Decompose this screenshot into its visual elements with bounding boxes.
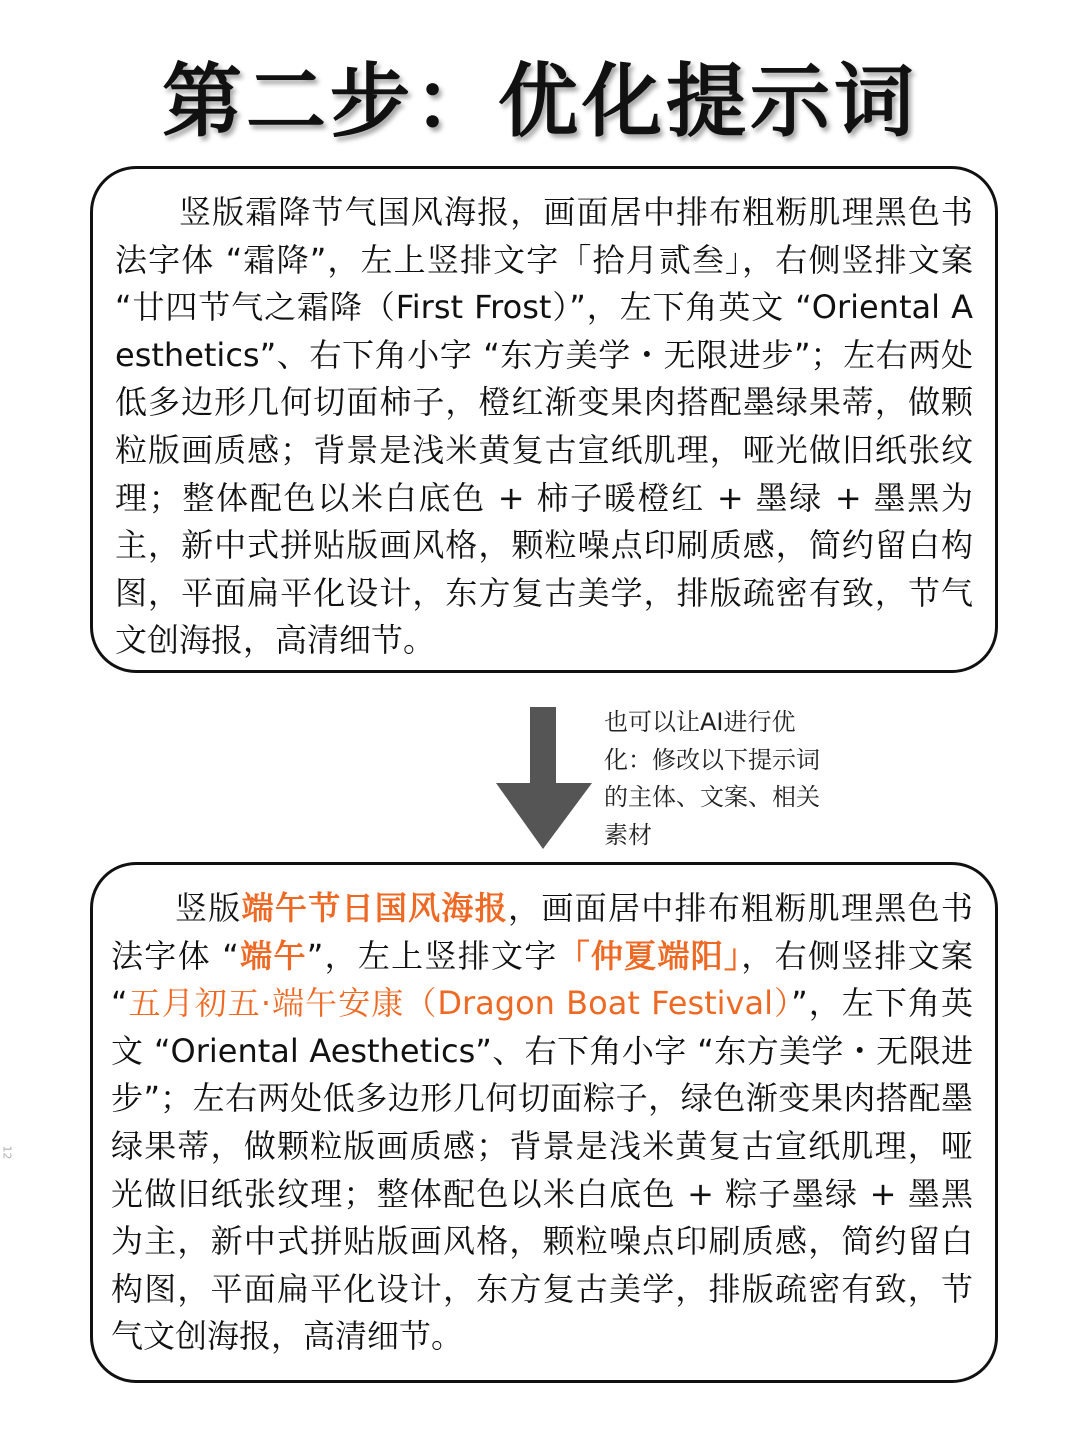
optimized-text-part-5: ”，左下角英文 “Oriental Aesthetics”、右下角小字 “东方美学・无限进步”；左右两处低多边形几何切面粽子，绿色渐变果肉搭配墨绿果蒂，做颗粒版画质感；背景是浅米黄复古宣纸肌理，哑光做旧纸张纹理；整体配色以米白底色 + 粽子墨绿 + 墨黑为主，新中式拼贴版画风格，颗粒噪点印刷质感，简约留白构图，平面扁平化设计，东方复古美学，排版疏密有致，节气文创海报，高清细节。 (111, 984, 973, 1356)
optimized-text-part-1: 竖版 (175, 889, 242, 927)
page-number: 12 (0, 1145, 14, 1160)
optimized-text-part-3: ”，左上竖排文字 (306, 936, 558, 975)
original-prompt-box (90, 166, 998, 673)
original-prompt-text: 竖版霜降节气国风海报，画面居中排布粗粝肌理黑色书法字体 “霜降”，左上竖排文字「拾月贰叁」，右侧竖排文案 “廿四节气之霜降（First Frost）”，左下角英文 “Oriental Aesthetics”、右下角小字 “东方美学・无限进步”；左右两处低多边形几何切面柿子，橙红渐变果肉搭配墨绿果蒂，做颗粒版画质感；背景是浅米黄复古宣纸肌理，哑光做旧纸张纹理；整体配色以米白底色 + 柿子暖橙红 + 墨绿 + 墨黑为主，新中式拼贴版画风格，颗粒噪点印刷质感，简约留白构图，平面扁平化设计，东方复古美学，排版疏密有致，节气文创海报，高清细节。 (115, 193, 973, 660)
optimized-text-part-4: ，右侧竖排文案 “ (111, 936, 973, 1023)
arrow-down-icon (496, 707, 592, 849)
arrow-shape (496, 707, 592, 849)
optimization-note: 也可以让AI进行优化：修改以下提示词的主体、文案、相关素材 (604, 708, 820, 849)
highlight-theme: 端午节日国风海报 (241, 889, 509, 927)
highlight-side-copy: 五月初五·端午安康（Dragon Boat Festival） (127, 984, 792, 1023)
optimized-prompt-box (90, 862, 998, 1383)
optimized-text-part-2: ，画面居中排布粗粝肌理黑色书法字体 “ (111, 889, 973, 975)
optimized-prompt-text (111, 885, 973, 1361)
highlight-vertical-text: 「仲夏端阳」 (557, 936, 742, 975)
highlight-calligraphy-word: 端午 (238, 936, 307, 975)
page-title: 第二步：优化提示词 (162, 55, 918, 148)
